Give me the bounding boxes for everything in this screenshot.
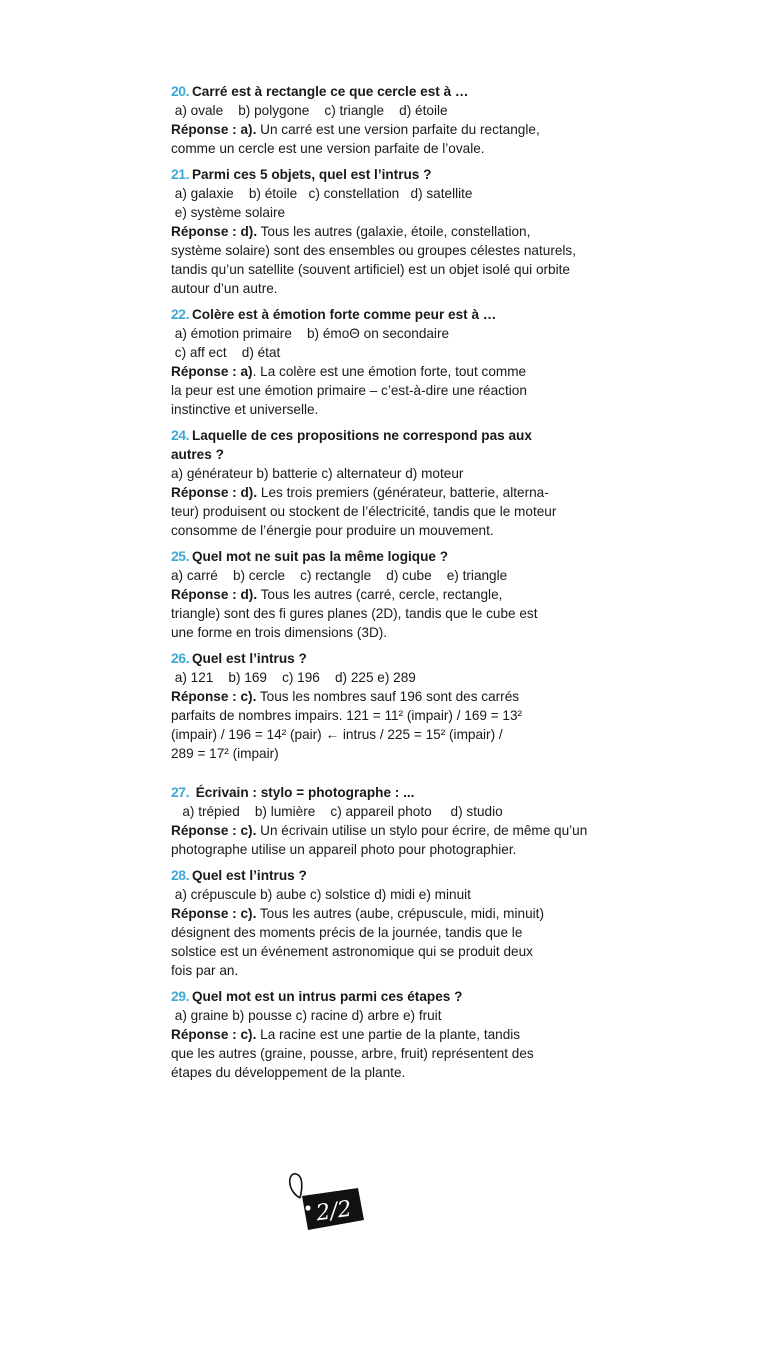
answer-line: Réponse : c). Tous les autres (aube, crépuscule, midi, minuit) [171,906,544,921]
question-number: 28. [171,867,189,883]
answer-line: une forme en trois dimensions (3D). [171,625,388,640]
answer-line: Réponse : c). La racine est une partie de la plante, tandis [171,1027,521,1042]
question-title: 27. Écrivain : stylo = photographe : ... [171,784,415,800]
question-27 [171,783,611,859]
answer-label: Réponse : c). [171,906,257,921]
question-25 [171,547,611,642]
question-title: 29. Quel mot est un intrus parmi ces étapes ? [171,988,463,1004]
options-line: a) générateur b) batterie c) alternateur d) moteur [171,466,464,481]
answer-line: tandis qu’un satellite (souvent artificiel) est un objet isolé qui orbite [171,262,570,277]
answer-label: Réponse : a) [171,364,253,379]
answer-line: autour d’un autre. [171,281,278,296]
question-title: 21. Parmi ces 5 objets, quel est l’intrus ? [171,166,432,182]
answer-label: Réponse : c). [171,689,257,704]
page-mark: 2/2 [314,1196,354,1227]
options-line: c) aff ect d) état [171,345,281,360]
question-title: 26. Quel est l’intrus ? [171,650,307,666]
answer-label: Réponse : d). [171,485,258,500]
answer-line: la peur est une émotion primaire – c’est-à-dire une réaction [171,383,527,398]
page-tag-logo [282,1168,366,1232]
answer-line: consomme de l’énergie pour produire un mouvement. [171,523,494,538]
options-line: a) 121 b) 169 c) 196 d) 225 e) 289 [171,670,416,685]
options-line: e) système solaire [171,205,286,220]
question-title: 25. Quel mot ne suit pas la même logique ? [171,548,449,564]
question-title: 22. Colère est à émotion forte comme peur est à … [171,306,497,322]
question-title: 24. Laquelle de ces propositions ne correspond pas aux [171,427,532,443]
question-28 [171,866,611,980]
question-title-continued: autres ? [171,447,224,462]
options-line: a) graine b) pousse c) racine d) arbre e) fruit [171,1008,442,1023]
question-number: 27. [171,784,189,800]
quiz-page [171,82,611,1089]
options-line: a) crépuscule b) aube c) solstice d) midi e) minuit [171,887,471,902]
options-line: a) ovale b) polygone c) triangle d) étoile [171,103,448,118]
question-29 [171,987,611,1082]
question-20 [171,82,611,158]
answer-line: photographe utilise un appareil photo pour photographier. [171,842,517,857]
question-number: 21. [171,166,189,182]
answer-label: Réponse : a). [171,122,257,137]
answer-line: étapes du développement de la plante. [171,1065,406,1080]
answer-line: 289 = 17² (impair) [171,746,279,761]
answer-line: Réponse : d). Tous les autres (carré, cercle, rectangle, [171,587,503,602]
answer-line: système solaire) sont des ensembles ou groupes célestes naturels, [171,243,576,258]
answer-line: triangle) sont des fi gures planes (2D), tandis que le cube est [171,606,538,621]
options-line: a) trépied b) lumière c) appareil photo d) studio [171,804,503,819]
answer-line: Réponse : c). Un écrivain utilise un stylo pour écrire, de même qu’un [171,823,588,838]
question-24 [171,426,611,540]
question-21 [171,165,611,298]
question-number: 26. [171,650,189,666]
options-line: a) galaxie b) étoile c) constellation d) satellite [171,186,473,201]
answer-line: Réponse : c). Tous les nombres sauf 196 sont des carrés [171,689,520,704]
question-number: 25. [171,548,189,564]
answer-label: Réponse : d). [171,587,258,602]
answer-line: Réponse : a). Un carré est une version parfaite du rectangle, [171,122,540,137]
answer-line: instinctive et universelle. [171,402,319,417]
question-22 [171,305,611,419]
answer-line: parfaits de nombres impairs. 121 = 11² (impair) / 169 = 13² [171,708,523,723]
answer-line: fois par an. [171,963,239,978]
question-26 [171,649,611,763]
options-line: a) émotion primaire b) émoΘ on secondaire [171,326,450,341]
answer-line: solstice est un événement astronomique qui se produit deux [171,944,533,959]
answer-line: comme un cercle est une version parfaite de l’ovale. [171,141,485,156]
answer-label: Réponse : c). [171,1027,257,1042]
answer-line: (impair) / 196 = 14² (pair) ← intrus / 225 = 15² (impair) / [171,727,503,742]
question-title: 20. Carré est à rectangle ce que cercle est à … [171,83,469,99]
answer-label: Réponse : c). [171,823,257,838]
answer-line: Réponse : d). Les trois premiers (générateur, batterie, alterna- [171,485,549,500]
options-line: a) carré b) cercle c) rectangle d) cube e) triangle [171,568,508,583]
tag-string-icon [290,1174,302,1198]
answer-line: que les autres (graine, pousse, arbre, fruit) représentent des [171,1046,534,1061]
question-number: 20. [171,83,189,99]
answer-line: Réponse : d). Tous les autres (galaxie, étoile, constellation, [171,224,531,239]
question-number: 24. [171,427,189,443]
answer-label: Réponse : d). [171,224,258,239]
tag-hole [305,1205,310,1210]
question-number: 29. [171,988,189,1004]
question-title: 28. Quel est l’intrus ? [171,867,307,883]
answer-line: teur) produisent ou stockent de l’électricité, tandis que le moteur [171,504,557,519]
answer-line: désignent des moments précis de la journée, tandis que le [171,925,523,940]
question-number: 22. [171,306,189,322]
answer-line: Réponse : a). La colère est une émotion forte, tout comme [171,364,527,379]
